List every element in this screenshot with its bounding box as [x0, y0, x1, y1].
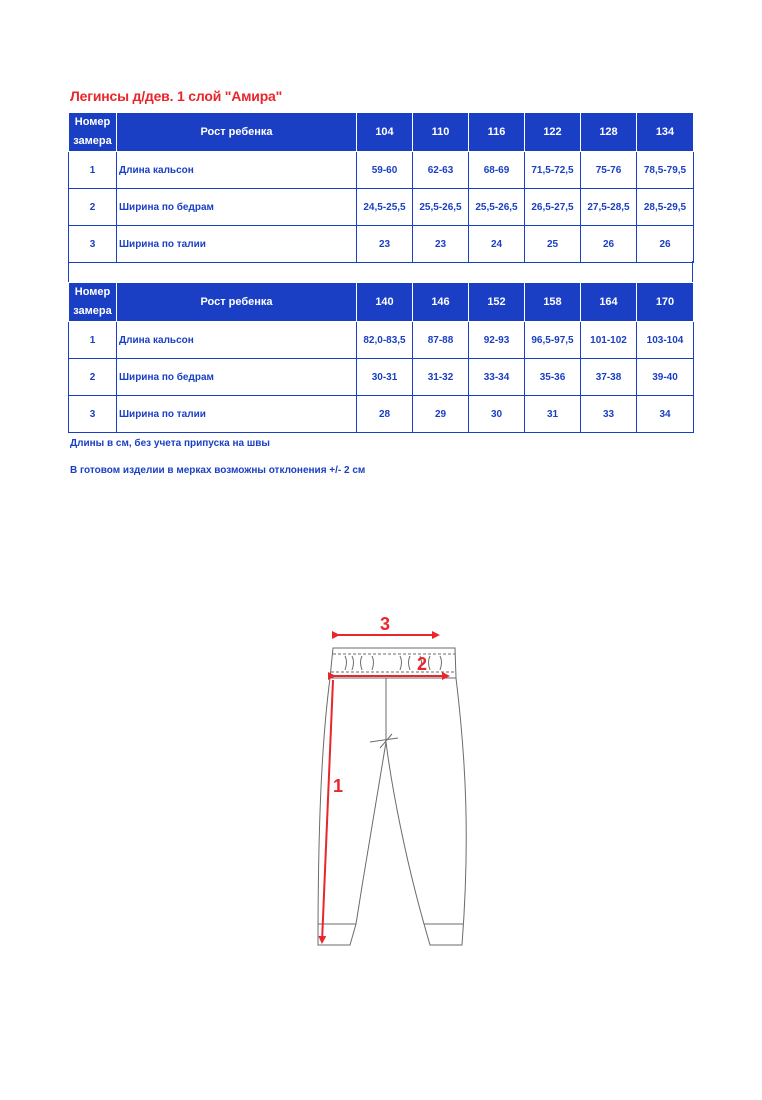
- measure-label: Длина кальсон: [117, 152, 357, 189]
- measure-value: 33: [581, 396, 637, 433]
- table-row: [69, 396, 694, 433]
- measure-label: Ширина по талии: [117, 396, 357, 433]
- measure-value: 82,0-83,5: [357, 322, 413, 359]
- measure-value: 59-60: [357, 152, 413, 189]
- leggings-outline: [318, 648, 466, 945]
- measure-value: 62-63: [413, 152, 469, 189]
- size-header: 122: [525, 113, 581, 152]
- leggings-drawing: [300, 612, 470, 957]
- measure-value: 26: [581, 226, 637, 263]
- measure-value: 71,5-72,5: [525, 152, 581, 189]
- measure-value: 35-36: [525, 359, 581, 396]
- measure-value: 68-69: [469, 152, 525, 189]
- measure-value: 34: [637, 396, 694, 433]
- size-header: 134: [637, 113, 694, 152]
- measure-value: 31-32: [413, 359, 469, 396]
- measure-value: 78,5-79,5: [637, 152, 694, 189]
- measure-value: 39-40: [637, 359, 694, 396]
- measure-value: 28: [357, 396, 413, 433]
- size-table-1: [68, 112, 694, 263]
- measure-number-header: Номер замера: [69, 113, 117, 152]
- measure-number: 3: [69, 226, 117, 263]
- size-header: 140: [357, 283, 413, 322]
- measure-number-header: Номер замера: [69, 283, 117, 322]
- measure-value: 25,5-26,5: [413, 189, 469, 226]
- measure-value: 28,5-29,5: [637, 189, 694, 226]
- table-row: [69, 322, 694, 359]
- measure-value: 23: [357, 226, 413, 263]
- measure-value: 25,5-26,5: [469, 189, 525, 226]
- measure-value: 30-31: [357, 359, 413, 396]
- table-row: [69, 226, 694, 263]
- size-header: 164: [581, 283, 637, 322]
- size-header: 146: [413, 283, 469, 322]
- size-header: 104: [357, 113, 413, 152]
- units-note: Длины в см, без учета припуска на швы: [70, 438, 270, 449]
- size-header: 128: [581, 113, 637, 152]
- measure-label: Ширина по талии: [117, 226, 357, 263]
- measure-value: 31: [525, 396, 581, 433]
- measure-value: 92-93: [469, 322, 525, 359]
- height-header: Рост ребенка: [117, 113, 357, 152]
- table-header-row: [69, 113, 694, 152]
- tolerance-note: В готовом изделии в мерках возможны отклонения +/- 2 см: [70, 465, 366, 476]
- measure-value: 27,5-28,5: [581, 189, 637, 226]
- measure-value: 24: [469, 226, 525, 263]
- measure-value: 29: [413, 396, 469, 433]
- size-header: 170: [637, 283, 694, 322]
- table-row: [69, 189, 694, 226]
- marker-waist: 3: [380, 614, 391, 634]
- size-header: 110: [413, 113, 469, 152]
- height-header: Рост ребенка: [117, 283, 357, 322]
- table-row: [69, 152, 694, 189]
- size-header: 116: [469, 113, 525, 152]
- measure-value: 30: [469, 396, 525, 433]
- measure-value: 101-102: [581, 322, 637, 359]
- measure-value: 37-38: [581, 359, 637, 396]
- product-title: Легинсы д/дев. 1 слой "Амира": [70, 88, 283, 104]
- measure-value: 75-76: [581, 152, 637, 189]
- measure-value: 33-34: [469, 359, 525, 396]
- measure-label: Длина кальсон: [117, 322, 357, 359]
- measure-value: 23: [413, 226, 469, 263]
- table-header-row: [69, 283, 694, 322]
- measure-value: 26,5-27,5: [525, 189, 581, 226]
- measure-number: 3: [69, 396, 117, 433]
- measure-label: Ширина по бедрам: [117, 189, 357, 226]
- size-table-2: [68, 282, 694, 433]
- measure-value: 103-104: [637, 322, 694, 359]
- marker-hips: 2: [417, 654, 428, 674]
- measure-value: 96,5-97,5: [525, 322, 581, 359]
- measure-number: 2: [69, 359, 117, 396]
- measure-number: 2: [69, 189, 117, 226]
- measure-value: 87-88: [413, 322, 469, 359]
- table-row: [69, 359, 694, 396]
- table-spacer: [68, 261, 693, 282]
- size-header: 152: [469, 283, 525, 322]
- size-header: 158: [525, 283, 581, 322]
- measure-label: Ширина по бедрам: [117, 359, 357, 396]
- length-arrow: [322, 680, 333, 942]
- measure-value: 26: [637, 226, 694, 263]
- measure-value: 24,5-25,5: [357, 189, 413, 226]
- measure-value: 25: [525, 226, 581, 263]
- measure-number: 1: [69, 152, 117, 189]
- marker-length: 1: [333, 776, 344, 796]
- measure-number: 1: [69, 322, 117, 359]
